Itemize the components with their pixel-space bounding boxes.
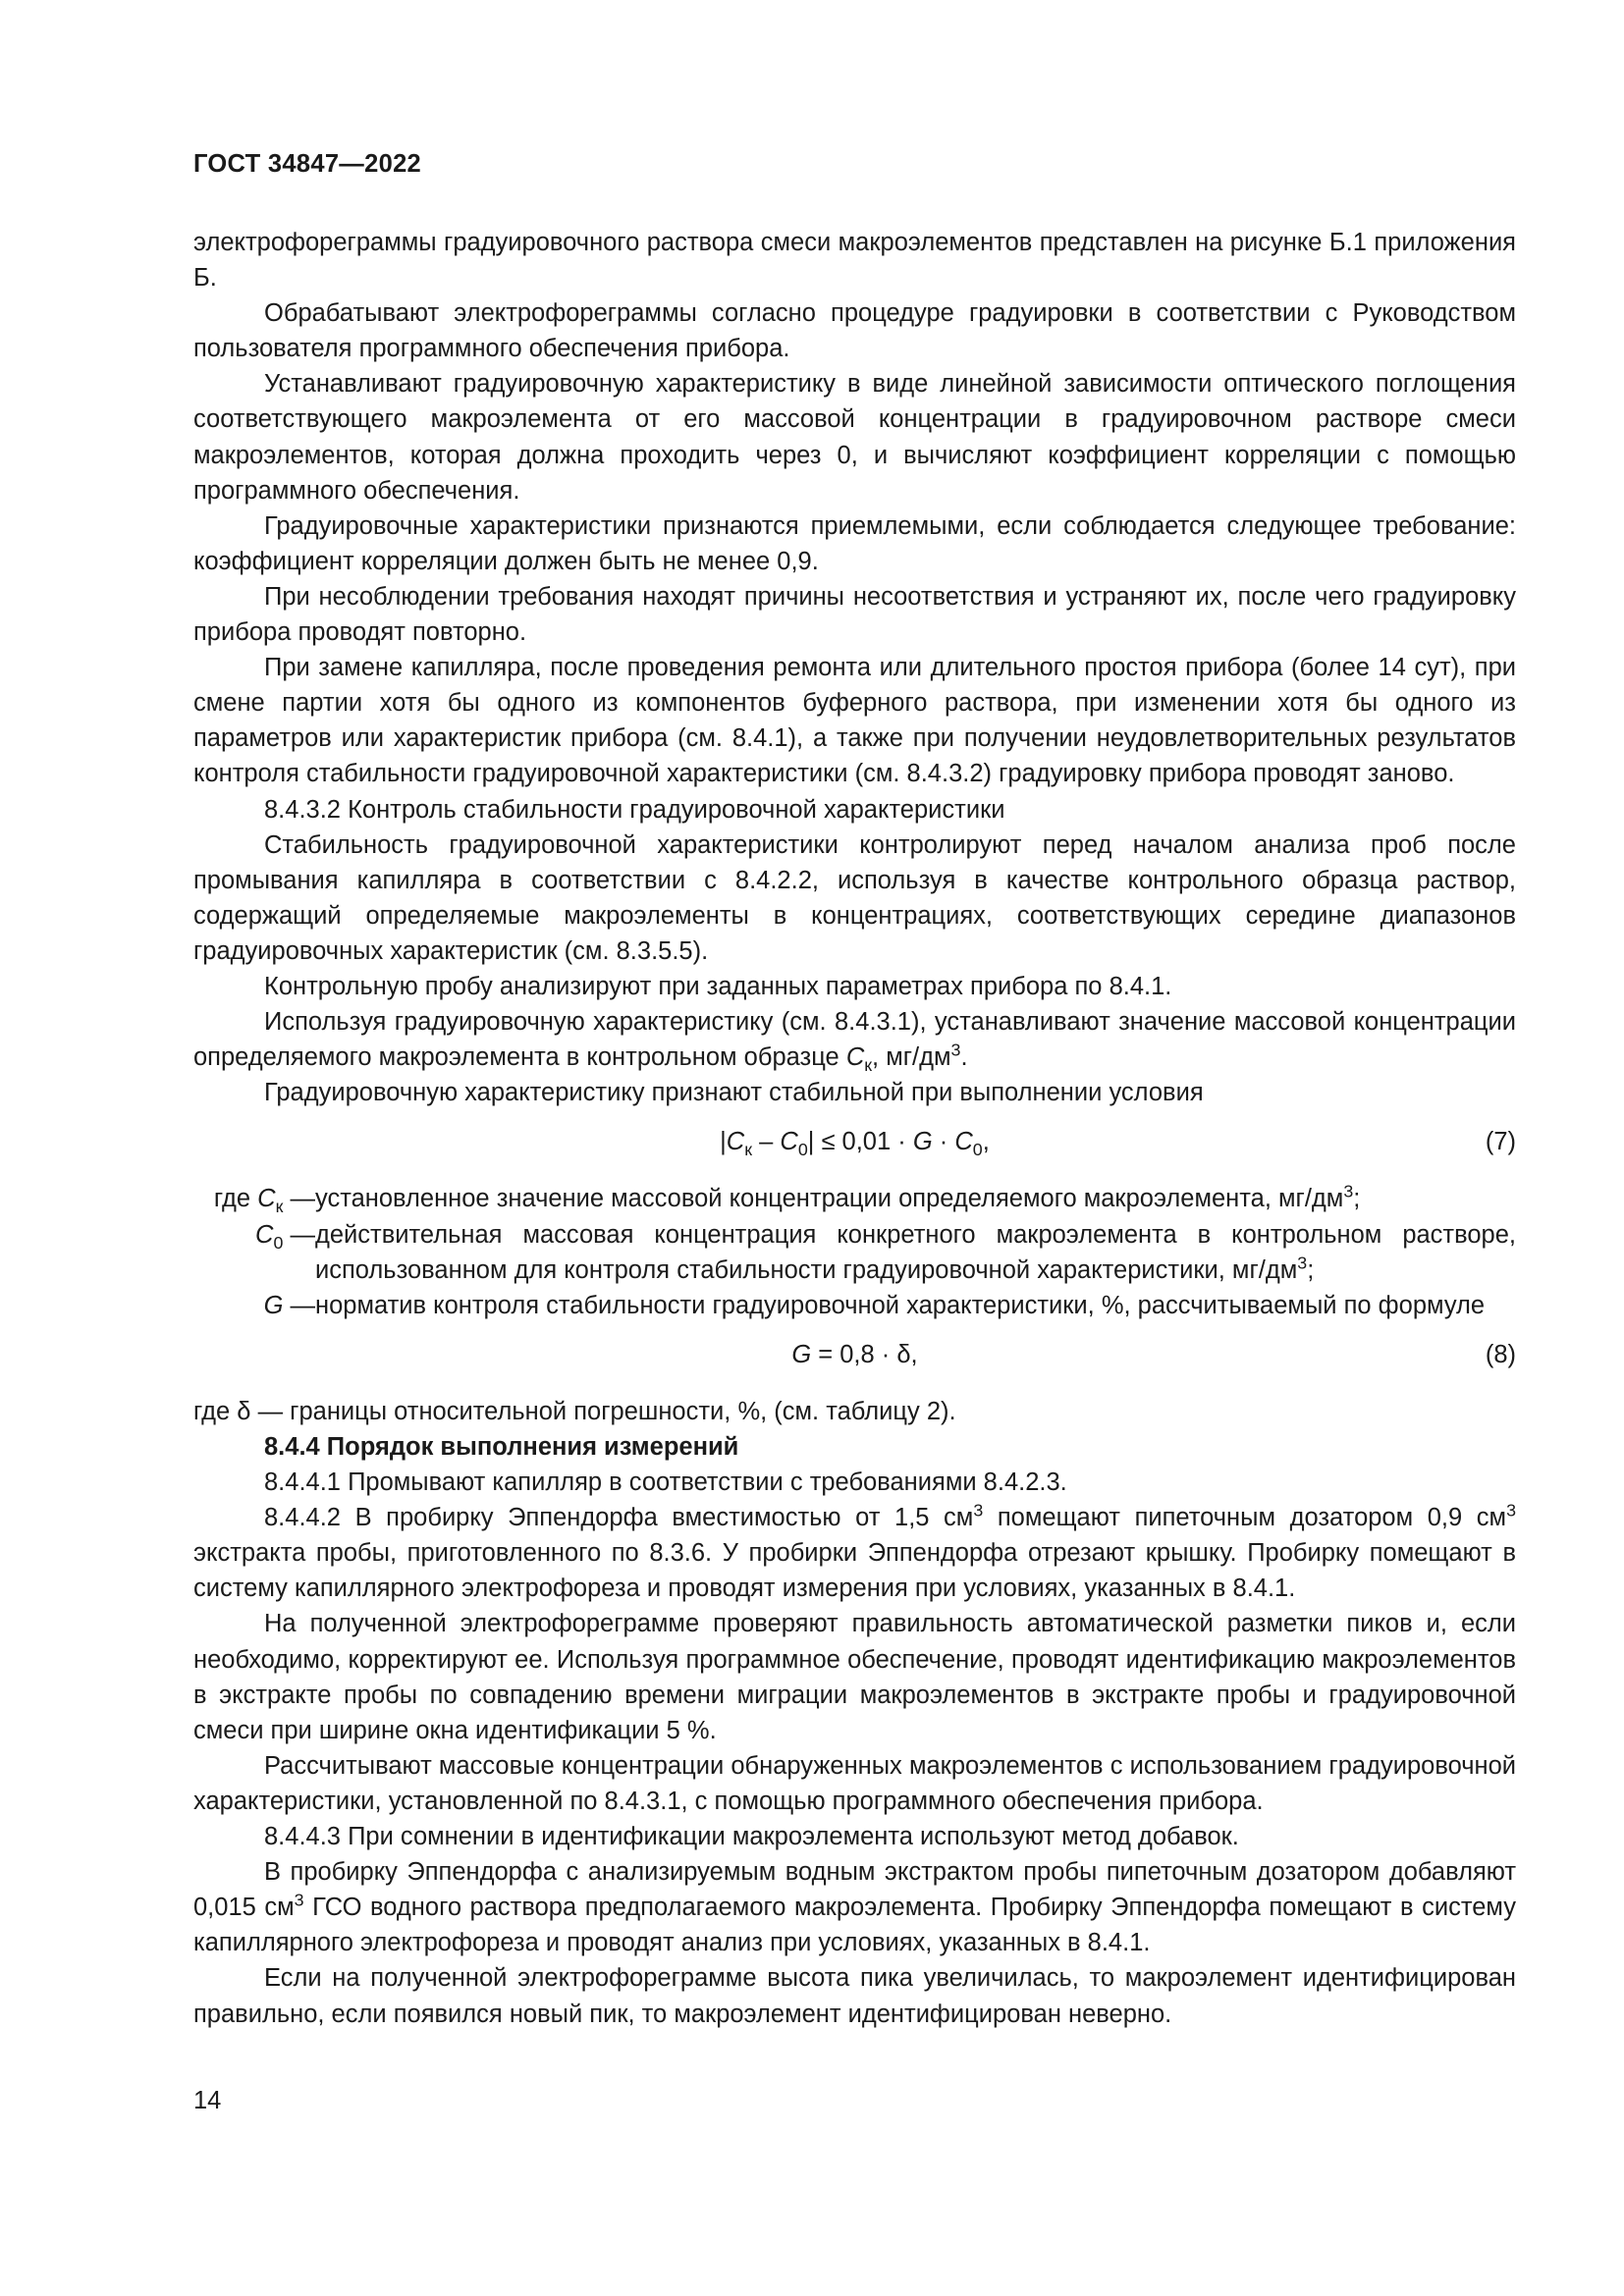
formula-7 (193, 1124, 1516, 1159)
paragraph: 8.4.4.1 Промывают капилляр в соответствии с требованиями 8.4.2.3. (264, 1468, 1067, 1497)
formula-7-number: (7) (1485, 1128, 1516, 1156)
paragraph: 8.4.4.3 При сомнении в идентификации макроэлемента используют метод добавок. (264, 1823, 1239, 1851)
paragraph: Градуировочные характеристики признаются приемлемыми, если соблюдается следующее требование: коэффициент корреляции должен быть не менее 0,9. (193, 511, 1516, 575)
paragraph: При несоблюдении требования находят причины несоответствия и устраняют их, после чего градуировку прибора проводят повторно. (193, 582, 1516, 647)
paragraph: Если на полученной электрофореграмме высота пика увеличилась, то макроэлемент идентифицирован правильно, если появился новый пик, то макроэлемент идентифицирован неверно. (193, 1964, 1516, 2028)
page-number: 14 (193, 2087, 222, 2114)
paragraph: электрофореграммы градуировочного раствора смеси макроэлементов представлен на рисунке Б.1 приложения Б. (193, 229, 1516, 293)
paragraph: Стабильность градуировочной характеристики контролируют перед началом анализа проб после промывания капилляра в соответствии с 8.4.2.2, используя в качестве контрольного образца раствор, содержащий определяемые макроэлементы в концентрациях, соответствующих середине диапазонов градуировочных характеристик (см. 8.3.5.5). (193, 830, 1516, 965)
where-item-c0: $C_0$ — действительная массовая концентрация конкретного макроэлемента в контрольном растворе, использованном для контроля стабильности градуировочной характеристики, $мг/дм^3$; (255, 1220, 1516, 1284)
paragraph: 8.4.4.2 В пробирку Эппендорфа вместимостью от 1,5 $см^3$ помещают пипеточным дозатором 0,9 $см^3$ экстракта пробы, приготовленного по 8.3.6. У пробирки Эппендорфа отрезают крышку. Пробирку помещают в систему капиллярного электрофореза и проводят измерения при условиях, указанных в 8.4.1. (193, 1500, 1516, 1603)
document-body (193, 225, 1516, 2032)
formula-8-expression: G = 0,8 · δ, (791, 1340, 918, 1368)
formula-8 (193, 1337, 1516, 1372)
where-item-ck: где $C_к$ — установленное значение массовой концентрации определяемого макроэлемента, $мг/дм^3$; (213, 1181, 1361, 1217)
paragraph: Используя градуировочную характеристику (см. 8.4.3.1), устанавливают значение массовой концентрации определяемого макроэлемента в контрольном образце $C_к$, $мг/дм^3$. (193, 1008, 1516, 1076)
formula-7-expression: $|C_к - C_0| \le 0,01 \cdot G \cdot C_0$, (720, 1128, 990, 1160)
section-heading-8-4-4: 8.4.4 Порядок выполнения измерений (264, 1433, 739, 1461)
paragraph: В пробирку Эппендорфа с анализируемым водным экстрактом пробы пипеточным дозатором добавляют 0,015 $см^3$ ГСО водного раствора предполагаемого макроэлемента. Пробирку Эппендорфа помещают в систему капиллярного электрофореза и проводят анализ при условиях, указанных в 8.4.1. (193, 1858, 1516, 1957)
paragraph: На полученной электрофореграмме проверяют правильность автоматической разметки пиков и, если необходимо, корректируют ее. Используя программное обеспечение, проводят идентификацию макроэлементов в экстракте пробы по совпадению времени миграции макроэлементов в экстракте пробы и градуировочной смеси при ширине окна идентификации 5 %. (193, 1610, 1516, 1744)
paragraph: Обрабатывают электрофореграммы согласно процедуре градуировки в соответствии с Руководством пользователя программного обеспечения прибора. (193, 299, 1516, 363)
paragraph: Градуировочную характеристику признают стабильной при выполнении условия (264, 1079, 1204, 1107)
paragraph: При замене капилляра, после проведения ремонта или длительного простоя прибора (более 14 сут), при смене партии хотя бы одного из компонентов буферного раствора, при изменении хотя бы одного из параметров или характеристик прибора (см. 8.4.1), а также при получении неудовлетворительных результатов контроля стабильности градуировочной характеристики (см. 8.4.3.2) градуировку прибора проводят заново. (193, 654, 1516, 788)
formula-8-number: (8) (1485, 1340, 1516, 1368)
document-header: ГОСТ 34847—2022 (193, 150, 422, 178)
paragraph: Рассчитывают массовые концентрации обнаруженных макроэлементов с использованием градуировочной характеристики, установленной по 8.4.3.1, с помощью программного обеспечения прибора. (193, 1751, 1516, 1815)
paragraph: Устанавливают градуировочную характеристику в виде линейной зависимости оптического поглощения соответствующего макроэлемента от его массовой концентрации в градуировочном растворе смеси макроэлементов, которая должна проходить через 0, и вычисляют коэффициент корреляции с помощью программного обеспечения. (193, 370, 1516, 505)
where-item-g: G — норматив контроля стабильности градуировочной характеристики, %, рассчитываемый по формуле (263, 1291, 1486, 1319)
section-heading-8-4-3-2: 8.4.3.2 Контроль стабильности градуировочной характеристики (264, 795, 1005, 824)
paragraph: Контрольную пробу анализируют при заданных параметрах прибора по 8.4.1. (264, 972, 1172, 1000)
paragraph: где δ — границы относительной погрешности, %, (см. таблицу 2). (193, 1397, 956, 1425)
